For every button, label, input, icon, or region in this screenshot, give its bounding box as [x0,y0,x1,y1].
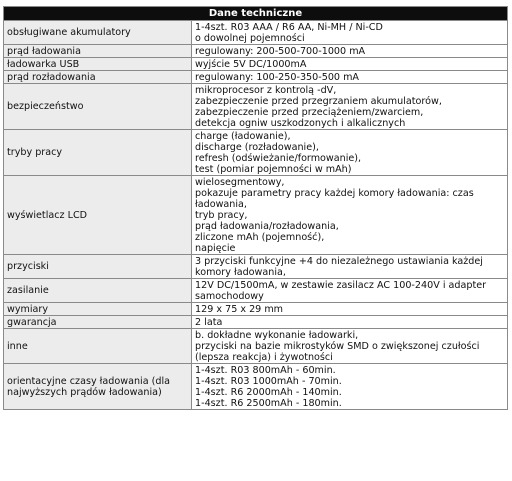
spec-value-line: discharge (rozładowanie), [195,142,319,153]
spec-value-line: b. dokładne wykonanie ładowarki, [195,330,359,341]
table-row [4,71,508,84]
spec-value-line: 12V DC/1500mA, w zestawie zasilacz AC 100-240V i adapter [195,280,487,291]
spec-value [192,255,508,279]
table-row [4,84,508,130]
spec-value [192,21,508,45]
spec-value [192,71,508,84]
spec-label: prąd rozładowania [4,71,192,84]
spec-value-line: 3 przyciski funkcyjne +4 do niezależnego ustawiania każdej [195,256,483,267]
spec-value [192,303,508,316]
spec-value-line: regulowany: 200-500-700-1000 mA [195,46,366,57]
spec-label: wymiary [4,303,192,316]
spec-value-line: zabezpieczenie przed przegrzaniem akumulatorów, [195,96,442,107]
spec-value-line: (lepsza reakcja) i żywotności [195,352,333,363]
table-row [4,58,508,71]
spec-value-line: komory ładowania, [195,267,286,278]
table-row [4,316,508,329]
spec-label: gwarancja [4,316,192,329]
spec-value-line: wyjście 5V DC/1000mA [195,59,307,70]
spec-value-line: 1-4szt. R03 800mAh - 60min. [195,365,336,376]
spec-value-line: samochodowy [195,291,264,302]
spec-value-line: refresh (odświeżanie/formowanie), [195,153,362,164]
spec-label: prąd ładowania [4,45,192,58]
spec-value-line: mikroprocesor z kontrolą -dV, [195,85,337,96]
spec-value-line: 1-4szt. R6 2000mAh - 140min. [195,387,342,398]
table-title: Dane techniczne [4,7,508,21]
spec-value-line: regulowany: 100-250-350-500 mA [195,72,359,83]
spec-label: inne [4,329,192,364]
spec-label: obsługiwane akumulatory [4,21,192,45]
table-row [4,329,508,364]
spec-label: tryby pracy [4,130,192,176]
spec-value-line: 1-4szt. R03 1000mAh - 70min. [195,376,342,387]
spec-value [192,58,508,71]
spec-value-line: wielosegmentowy, [195,177,285,188]
table-row [4,255,508,279]
spec-value-line: przyciski na bazie mikrostyków SMD o zwiększonej czułości [195,341,480,352]
spec-value-line: tryb pracy, [195,210,248,221]
spec-label: wyświetlacz LCD [4,176,192,255]
table-row [4,279,508,303]
spec-label: zasilanie [4,279,192,303]
table-header-row [4,7,508,21]
spec-body [4,21,508,410]
table-row [4,45,508,58]
spec-value-line: test (pomiar pojemności w mAh) [195,164,352,175]
spec-value [192,316,508,329]
spec-value-line: charge (ładowanie), [195,131,291,142]
spec-table [3,6,508,410]
spec-value-line: o dowolnej pojemności [195,33,305,44]
spec-value-line: 1-4szt. R03 AAA / R6 AA, Ni-MH / Ni-CD [195,22,383,33]
spec-value-line: napięcie [195,243,236,254]
spec-value-line: zabezpieczenie przed przeciążeniem/zwarciem, [195,107,424,118]
spec-label: przyciski [4,255,192,279]
table-row [4,130,508,176]
spec-value [192,84,508,130]
spec-value [192,364,508,410]
table-row [4,176,508,255]
spec-value-line: zliczone mAh (pojemność), [195,232,325,243]
spec-label: ładowarka USB [4,58,192,71]
table-row [4,303,508,316]
spec-value [192,279,508,303]
spec-value-line: detekcja ogniw uszkodzonych i alkalicznych [195,118,406,129]
spec-value-line: pokazuje parametry pracy każdej komory ładowania: czas [195,188,474,199]
spec-value [192,45,508,58]
table-row [4,21,508,45]
spec-value-line: 1-4szt. R6 2500mAh - 180min. [195,398,342,409]
spec-value [192,176,508,255]
spec-value-line: 129 x 75 x 29 mm [195,304,284,315]
spec-label: bezpieczeństwo [4,84,192,130]
spec-value-line: prąd ładowania/rozładowania, [195,221,339,232]
spec-value-line: 2 lata [195,317,223,328]
spec-label: orientacyjne czasy ładowania (dla najwyższych prądów ładowania) [4,364,192,410]
spec-value [192,130,508,176]
spec-value [192,329,508,364]
table-row [4,364,508,410]
spec-value-line: ładowania, [195,199,247,210]
